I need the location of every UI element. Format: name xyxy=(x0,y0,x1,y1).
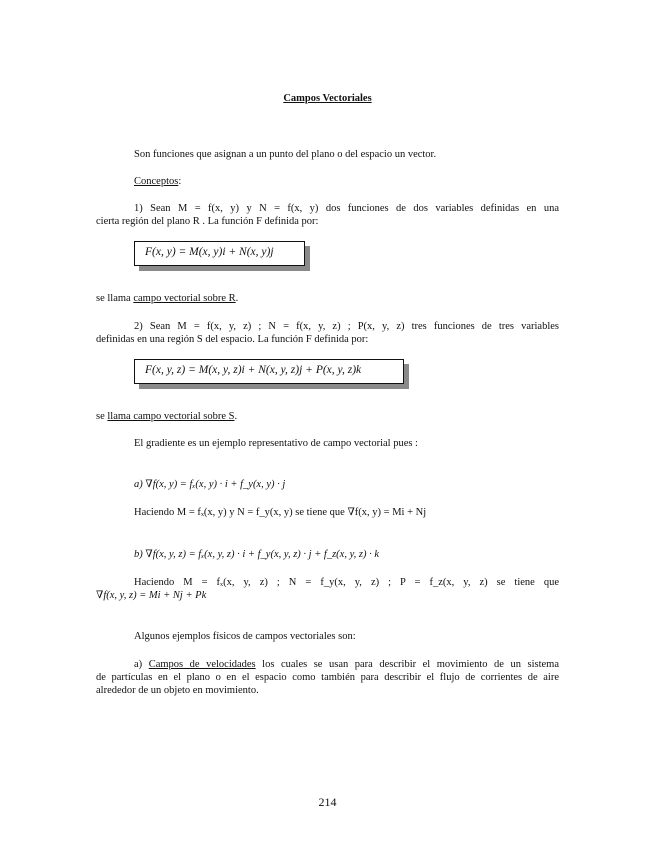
page-title: Campos Vectoriales xyxy=(283,93,372,104)
example-a-line1 xyxy=(96,658,559,671)
formula-box-2d: F(x, y) = M(x, y)i + N(x, y)j xyxy=(134,241,305,266)
item2-line2: definidas en una región S del espacio. La función F definida por: xyxy=(96,334,369,345)
page-number: 214 xyxy=(318,795,337,809)
formula-box-3d: F(x, y, z) = M(x, y, z)i + N(x, y, z)j + P(x, y, z)k xyxy=(134,359,404,384)
item2-after-prefix: se xyxy=(96,411,108,422)
item1-after-prefix: se llama xyxy=(96,293,134,304)
haciendo-a: Haciendo M = fₓ(x, y) y N = f_y(x, y) se tiene que ∇f(x, y) = Mi + Nj xyxy=(134,507,427,518)
example-a-line3: alrededor de un objeto en movimiento. xyxy=(96,685,259,696)
item2-term: llama campo vectorial sobre S xyxy=(107,411,235,422)
item1-term: campo vectorial sobre R xyxy=(133,293,236,304)
gradient-intro: El gradiente es un ejemplo representativo de campo vectorial pues : xyxy=(134,438,418,449)
haciendo-b-line1: Haciendo M = fₓ(x, y, z) ; N = f_y(x, y, z) ; P = f_z(x, y, z) se tiene que xyxy=(134,577,559,588)
haciendo-b-line2: ∇f(x, y, z) = Mi + Nj + Pk xyxy=(96,590,207,601)
concepts-heading xyxy=(134,175,181,188)
example-a-term: Campos de velocidades xyxy=(148,659,256,670)
item2-after-suffix: . xyxy=(234,411,238,422)
concepts-colon: : xyxy=(178,176,182,187)
item1-after-suffix: . xyxy=(235,293,239,304)
gradient-b-formula: b) ∇f(x, y, z) = fₓ(x, y, z) · i + f_y(x, y, z) · j + f_z(x, y, z) · k xyxy=(134,549,380,560)
item2-line1: 2) Sean M = f(x, y, z) ; N = f(x, y, z) ; P(x, y, z) tres funciones de tres variables xyxy=(134,321,559,332)
gradient-a-formula: a) ∇f(x, y) = fₓ(x, y) · i + f_y(x, y) · j xyxy=(134,479,286,490)
example-a-line2: de partículas en el plano o en el espacio como también para describir el flujo de corrientes de aire xyxy=(96,672,559,683)
example-a-prefix: a) xyxy=(134,659,149,670)
item1-definition xyxy=(96,292,238,305)
examples-intro: Algunos ejemplos físicos de campos vectoriales son: xyxy=(134,631,356,642)
item1-line1: 1) Sean M = f(x, y) y N = f(x, y) dos funciones de dos variables definidas en una xyxy=(134,203,559,214)
example-a-line1-rest: los cuales se usan para describir el movimiento de un sistema xyxy=(255,659,559,670)
item1-line2: cierta región del plano R . La función F definida por: xyxy=(96,216,319,227)
intro-paragraph: Son funciones que asignan a un punto del plano o del espacio un vector. xyxy=(134,149,437,160)
concepts-heading-text: Conceptos xyxy=(134,176,179,187)
item2-definition xyxy=(96,410,237,423)
